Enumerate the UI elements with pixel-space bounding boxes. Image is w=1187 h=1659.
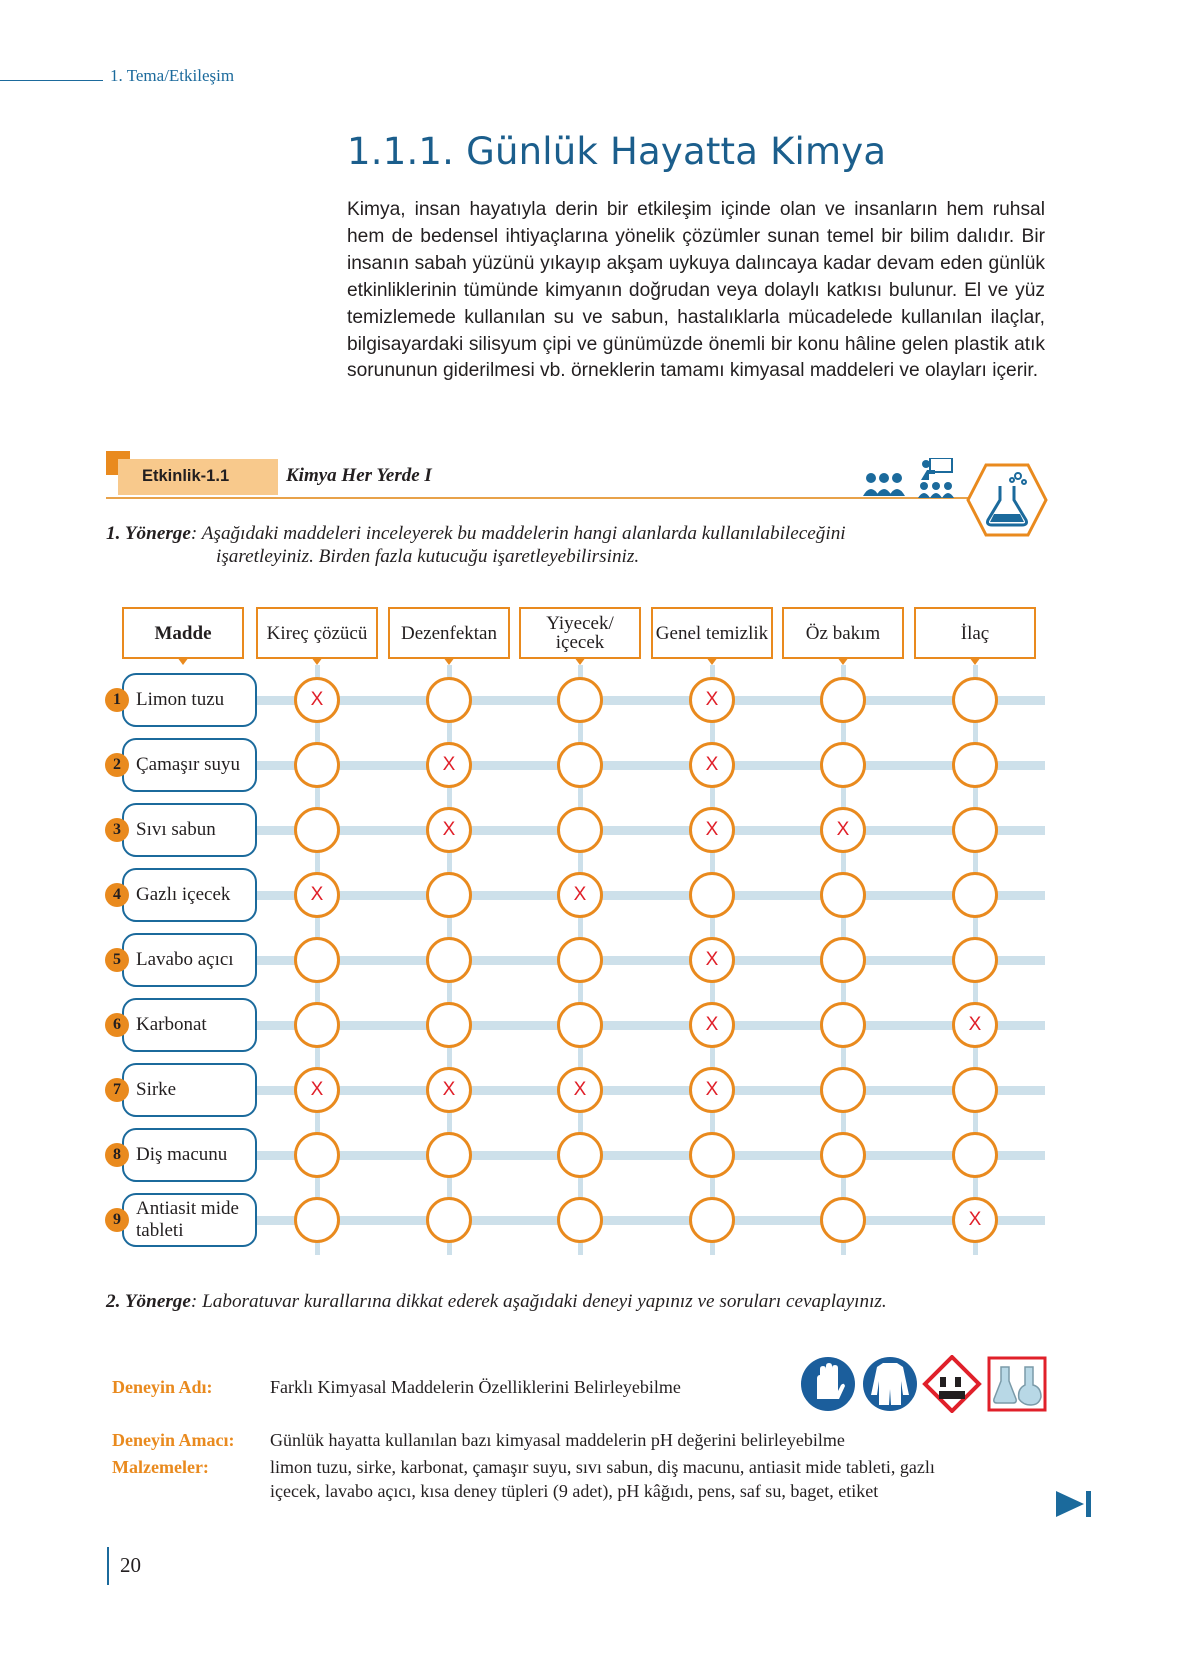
instruction-2 xyxy=(106,1291,887,1313)
column-arrow xyxy=(706,657,718,665)
checkbox-circle[interactable]: X xyxy=(689,742,735,788)
column-header: Öz bakım xyxy=(782,607,904,659)
checkbox-circle[interactable]: X xyxy=(689,937,735,983)
checkbox-circle[interactable] xyxy=(952,1067,998,1113)
checkbox-circle[interactable] xyxy=(557,742,603,788)
row-guide-line xyxy=(255,826,1045,835)
checkbox-circle[interactable]: X xyxy=(952,1197,998,1243)
checkbox-circle[interactable] xyxy=(426,937,472,983)
checkbox-circle[interactable] xyxy=(294,1132,340,1178)
checkbox-circle[interactable]: X xyxy=(689,1067,735,1113)
row-number-badge: 8 xyxy=(105,1143,129,1167)
checkbox-circle[interactable] xyxy=(952,872,998,918)
checkbox-circle[interactable] xyxy=(689,1132,735,1178)
row-number-badge: 1 xyxy=(105,688,129,712)
row-number-badge: 2 xyxy=(105,753,129,777)
checkbox-circle[interactable] xyxy=(952,742,998,788)
checkbox-circle[interactable]: X xyxy=(952,1002,998,1048)
glassware-icon xyxy=(989,1358,1045,1410)
checkbox-circle[interactable] xyxy=(294,1002,340,1048)
row-label: Çamaşır suyu xyxy=(122,738,257,792)
column-header-madde: Madde xyxy=(122,607,244,659)
checkbox-circle[interactable] xyxy=(426,872,472,918)
checkbox-circle[interactable] xyxy=(820,1197,866,1243)
row-label: Limon tuzu xyxy=(122,673,257,727)
checkbox-circle[interactable] xyxy=(689,1197,735,1243)
checkbox-circle[interactable] xyxy=(426,1197,472,1243)
page-number-bar xyxy=(107,1547,109,1585)
lab-coat-icon xyxy=(863,1357,917,1411)
checkbox-circle[interactable] xyxy=(557,1132,603,1178)
checkbox-circle[interactable] xyxy=(557,807,603,853)
checkbox-circle[interactable] xyxy=(426,677,472,723)
row-guide-line xyxy=(255,761,1045,770)
row-guide-line xyxy=(255,1086,1045,1095)
experiment-name: Farklı Kimyasal Maddelerin Özelliklerini Belirleyebilme xyxy=(270,1377,681,1397)
column-header: İlaç xyxy=(914,607,1036,659)
row-label: Gazlı içecek xyxy=(122,868,257,922)
row-number-badge: 9 xyxy=(105,1208,129,1232)
checkbox-circle[interactable]: X xyxy=(820,807,866,853)
checkbox-circle[interactable] xyxy=(952,937,998,983)
intro-paragraph: Kimya, insan hayatıyla derin bir etkileşim içinde olan ve insanların hem ruhsal hem de bedensel ihtiyaçlarına yönelik çözümler sunan temel bir bilim dalıdır. Bir insanın sabah yüzünü yıkayıp akşam uykuya dalıncaya kadar devam eden günlük etkinliklerinin tümünde kimyanın doğrudan veya dolaylı katkısı bulunur. El ve yüz temizlemede kullanılan su ve sabun, hastalıklarla mücadelede kullanılan ilaçlar, bilgisayardaki silisyum çipi ve günümüzde önemli bir konu hâline gelen plastik atık sorununun giderilmesi vb. örneklerin tamamı kimyasal maddeleri ve olayları içerir. xyxy=(347,199,1045,382)
group-work-icon xyxy=(863,473,905,496)
row-label: Diş macunu xyxy=(122,1128,257,1182)
checkbox-circle[interactable] xyxy=(557,677,603,723)
row-number-badge: 6 xyxy=(105,1013,129,1037)
row-label: Antiasit mide tableti xyxy=(122,1193,257,1247)
checkbox-circle[interactable]: X xyxy=(426,807,472,853)
checkbox-circle[interactable] xyxy=(689,872,735,918)
row-number-badge: 3 xyxy=(105,818,129,842)
materials-label: Malzemeler: xyxy=(112,1457,209,1477)
header-rule xyxy=(0,80,103,81)
page-title: 1.1.1. Günlük Hayatta Kimya xyxy=(347,130,887,173)
checkbox-circle[interactable] xyxy=(952,807,998,853)
instruction-2-text: : Laboratuvar kurallarına dikkat ederek aşağıdaki deneyi yapınız ve soruları cevaplayınız. xyxy=(190,1291,887,1312)
corrosive-hazard-icon xyxy=(925,1357,979,1411)
materials-line-2: içecek, lavabo açıcı, kısa deney tüpleri (9 adet), pH kâğıdı, pens, saf su, baget, etiket xyxy=(270,1481,879,1501)
row-label: Lavabo açıcı xyxy=(122,933,257,987)
row-guide-line xyxy=(255,891,1045,900)
column-header: Genel temizlik xyxy=(651,607,773,659)
row-guide-line xyxy=(255,1151,1045,1160)
column-arrow xyxy=(443,657,455,665)
row-number-badge: 5 xyxy=(105,948,129,972)
column-arrow xyxy=(177,657,189,665)
checkbox-circle[interactable]: X xyxy=(426,1067,472,1113)
checkbox-circle[interactable] xyxy=(820,742,866,788)
checkbox-circle[interactable] xyxy=(426,1002,472,1048)
column-arrow xyxy=(574,657,586,665)
row-number-badge: 7 xyxy=(105,1078,129,1102)
checkbox-circle[interactable]: X xyxy=(294,872,340,918)
checkbox-circle[interactable]: X xyxy=(557,1067,603,1113)
checkbox-circle[interactable] xyxy=(294,937,340,983)
checkbox-circle[interactable] xyxy=(820,1002,866,1048)
checkbox-circle[interactable] xyxy=(952,1132,998,1178)
checkbox-circle[interactable] xyxy=(294,1197,340,1243)
row-number-badge: 4 xyxy=(105,883,129,907)
checkbox-circle[interactable] xyxy=(952,677,998,723)
checkbox-circle[interactable] xyxy=(557,1002,603,1048)
row-label: Sıvı sabun xyxy=(122,803,257,857)
checkbox-circle[interactable]: X xyxy=(557,872,603,918)
checkbox-circle[interactable]: X xyxy=(689,807,735,853)
instruction-2-prefix: 2. Yönerge xyxy=(106,1291,191,1312)
checkbox-circle[interactable]: X xyxy=(426,742,472,788)
row-label: Sirke xyxy=(122,1063,257,1117)
experiment-name-label: Deneyin Adı: xyxy=(112,1377,213,1397)
column-arrow xyxy=(837,657,849,665)
column-header: Yiyecek/ içecek xyxy=(519,607,641,659)
activity-name: Kimya Her Yerde I xyxy=(286,465,432,486)
instruction-1-prefix: 1. Yönerge xyxy=(106,523,191,544)
page-number: 20 xyxy=(120,1553,141,1577)
instruction-1-line2: işaretleyiniz. Birden fazla kutucuğu işaretleyebilirsiniz. xyxy=(216,546,640,567)
checkbox-circle[interactable] xyxy=(557,937,603,983)
checkbox-circle[interactable] xyxy=(557,1197,603,1243)
row-guide-line xyxy=(255,1021,1045,1030)
experiment-purpose: Günlük hayatta kullanılan bazı kimyasal maddelerin pH değerini belirleyebilme xyxy=(270,1430,845,1450)
column-header: Kireç çözücü xyxy=(256,607,378,659)
row-guide-line xyxy=(255,696,1045,705)
instruction-1 xyxy=(106,522,986,568)
checkbox-circle[interactable]: X xyxy=(294,1067,340,1113)
experiment-purpose-label: Deneyin Amacı: xyxy=(112,1430,235,1450)
breadcrumb: 1. Tema/Etkileşim xyxy=(110,66,235,85)
checkbox-circle[interactable]: X xyxy=(294,677,340,723)
row-guide-line xyxy=(255,1216,1045,1225)
checkbox-circle[interactable] xyxy=(820,1132,866,1178)
checkbox-circle[interactable] xyxy=(426,1132,472,1178)
checkbox-circle[interactable] xyxy=(294,742,340,788)
instruction-1-line1: : Aşağıdaki maddeleri inceleyerek bu maddelerin hangi alanlarda kullanılabileceğini xyxy=(190,523,846,544)
checkbox-circle[interactable] xyxy=(820,677,866,723)
activity-icons xyxy=(860,458,960,498)
teacher-presentation-icon xyxy=(918,458,954,498)
checkbox-circle[interactable] xyxy=(294,807,340,853)
column-arrow xyxy=(969,657,981,665)
activity-label: Etkinlik-1.1 xyxy=(142,467,230,485)
checkbox-circle[interactable] xyxy=(820,1067,866,1113)
checkbox-circle[interactable] xyxy=(820,872,866,918)
row-guide-line xyxy=(255,956,1045,965)
next-page-icon[interactable] xyxy=(1056,1489,1094,1519)
materials-line-1: limon tuzu, sirke, karbonat, çamaşır suyu, sıvı sabun, diş macunu, antiasit mide tableti, gazlı xyxy=(270,1457,935,1477)
column-arrow xyxy=(311,657,323,665)
checkbox-circle[interactable]: X xyxy=(689,677,735,723)
checkbox-circle[interactable] xyxy=(820,937,866,983)
gloves-icon xyxy=(801,1357,855,1411)
safety-icons xyxy=(799,1355,1049,1413)
column-header: Dezenfektan xyxy=(388,607,510,659)
checkbox-circle[interactable]: X xyxy=(689,1002,735,1048)
row-label: Karbonat xyxy=(122,998,257,1052)
